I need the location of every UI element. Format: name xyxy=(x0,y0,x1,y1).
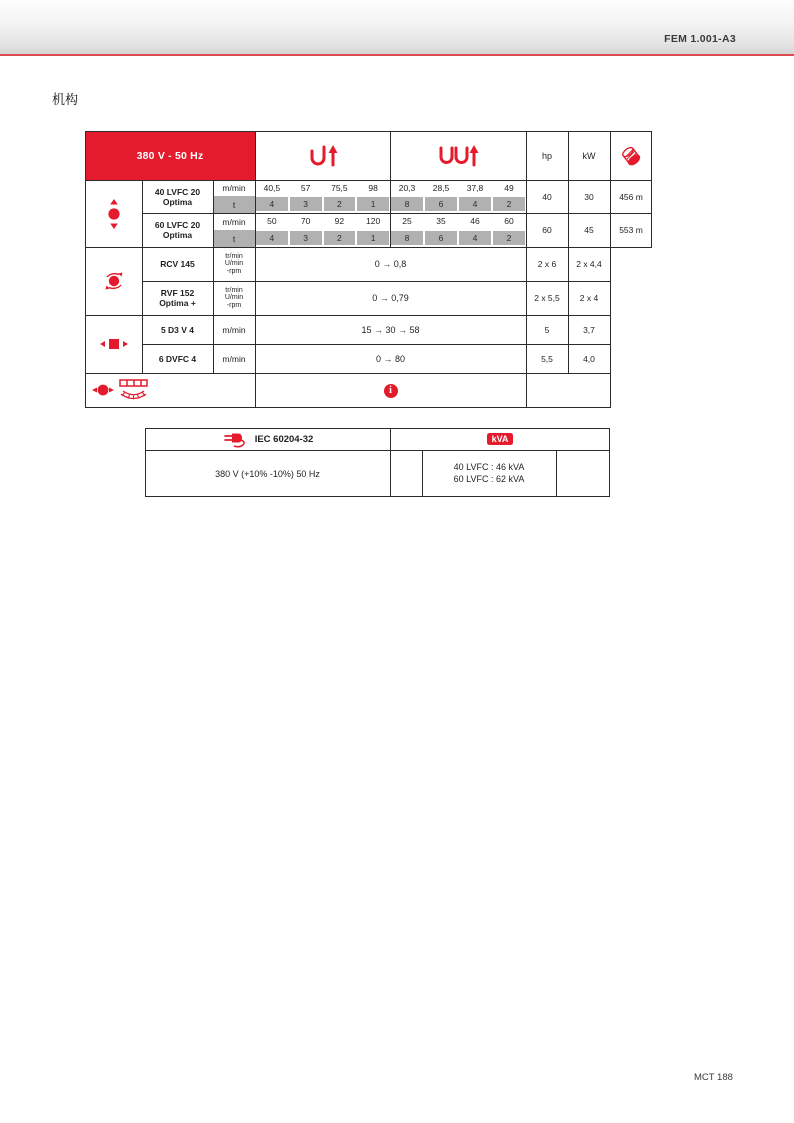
table-rule xyxy=(142,180,143,373)
model-rcv145 xyxy=(142,247,213,281)
plug-icon xyxy=(222,430,248,448)
speed-value: 70 xyxy=(300,216,311,226)
speed-value: 35 xyxy=(436,216,446,226)
mechanism-spec-table xyxy=(85,131,652,408)
hook-2fall-cell xyxy=(255,131,390,180)
table-rule xyxy=(142,213,652,214)
hp-header-cell: hp xyxy=(541,150,552,161)
speed-unit-cell: m/min xyxy=(222,324,246,335)
kw-value-cell: 3,7 xyxy=(583,324,595,335)
trolley-travel-icon xyxy=(100,338,128,350)
load-value: 3 xyxy=(290,231,322,245)
load-value: 4 xyxy=(459,231,491,245)
travel-section-cell xyxy=(85,315,142,373)
table-rule xyxy=(85,131,652,132)
table-rule xyxy=(390,131,391,247)
table-rule xyxy=(145,496,610,497)
kva-value-line: 40 LVFC : 46 kVA xyxy=(453,462,525,472)
kw-value-cell: 45 xyxy=(584,225,594,235)
supply-voltage-cell: 380 V (+10% -10%) 50 Hz xyxy=(215,468,320,479)
speed-value: 50 xyxy=(267,216,277,226)
load-value: 6 xyxy=(425,231,457,245)
table-rule xyxy=(145,428,146,497)
load-value: 3 xyxy=(290,197,322,211)
iec-standard-label: IEC 60204-32 xyxy=(254,433,314,445)
travel-range-cell: 0 → 80 xyxy=(375,353,406,364)
speeds-4fall-row xyxy=(390,213,526,230)
hook-2fall-up-icon xyxy=(307,143,339,169)
empty-cell xyxy=(390,450,422,497)
cable-length-cell: 553 m xyxy=(619,225,643,235)
unit-line: tr/min xyxy=(225,252,243,260)
hp-value-cell: 2 x 5,5 xyxy=(534,293,560,303)
load-value: 4 xyxy=(256,231,288,245)
table-rule xyxy=(651,131,652,247)
kva-value-line: 60 LVFC : 62 kVA xyxy=(453,473,525,484)
speed-value: 75,5 xyxy=(331,183,348,193)
iec-header-cell xyxy=(145,428,390,450)
model-line: RCV 145 xyxy=(160,259,195,269)
unit-line: -rpm xyxy=(226,301,242,309)
hp-value-cell: 5,5 xyxy=(541,353,553,364)
table-rule xyxy=(609,428,610,497)
speed-value: 57 xyxy=(300,183,311,193)
table-rule xyxy=(390,428,391,497)
footer-doc-code: MCT 188 xyxy=(694,1072,733,1083)
kw-header-cell: kW xyxy=(582,150,596,161)
speed-value: 46 xyxy=(470,216,480,226)
kw-value-cell: 4,0 xyxy=(583,353,595,364)
kva-badge: kVA xyxy=(487,433,514,445)
speed-value: 49 xyxy=(504,183,514,193)
load-value: 1 xyxy=(357,231,389,245)
table-rule xyxy=(85,131,86,408)
model-line: Optima xyxy=(162,230,193,240)
table-rule xyxy=(85,247,652,248)
speed-unit-cell: m/min xyxy=(222,353,246,364)
load-value: 4 xyxy=(459,197,491,211)
hook-4fall-cell xyxy=(390,131,526,180)
speed-value: 98 xyxy=(368,183,378,193)
speeds-2fall-row xyxy=(255,180,390,196)
loads-4fall-row xyxy=(390,196,526,213)
slew-section-cell xyxy=(85,247,142,315)
load-value: 8 xyxy=(391,231,423,245)
table-rule xyxy=(556,450,557,497)
speed-value: 92 xyxy=(334,216,345,226)
travel-range-cell: 15 → 30 → 58 xyxy=(361,324,420,335)
model-line: RVF 152 xyxy=(160,288,195,298)
speeds-4fall-row xyxy=(390,180,526,196)
hook-4fall-up-icon xyxy=(437,143,479,169)
load-value: 1 xyxy=(357,197,389,211)
table-rule xyxy=(85,373,610,374)
load-unit-cell: t xyxy=(213,196,255,213)
table-rule xyxy=(422,450,423,497)
loads-2fall-row xyxy=(255,196,390,213)
speed-value: 28,5 xyxy=(432,183,450,193)
speed-value: 20,3 xyxy=(398,183,416,193)
table-rule xyxy=(526,131,527,408)
load-value: 2 xyxy=(324,197,356,211)
section-title: 机构 xyxy=(52,92,79,107)
model-line: 40 LVFC 20 xyxy=(154,186,201,197)
loads-4fall-row xyxy=(390,230,526,247)
rotation-range-cell: 0 → 0,79 xyxy=(372,293,409,303)
load-unit-cell: t xyxy=(213,230,255,247)
unit-line: tr/min xyxy=(225,286,243,294)
empty-cell xyxy=(556,450,610,497)
table-rule xyxy=(145,450,610,451)
model-line: 60 LVFC 20 xyxy=(154,220,201,230)
speed-value: 40,5 xyxy=(263,183,281,193)
table-rule xyxy=(568,131,569,373)
model-rvf152 xyxy=(142,281,213,315)
load-value: 2 xyxy=(493,197,525,211)
hp-value-cell: 60 xyxy=(542,225,552,235)
page-header-banner xyxy=(0,0,794,56)
speed-unit-cell: m/min xyxy=(222,216,246,227)
kva-values-cell xyxy=(422,450,556,497)
kw-value-cell: 2 x 4,4 xyxy=(576,259,602,269)
cable-header-cell xyxy=(610,131,652,180)
load-value: 6 xyxy=(425,197,457,211)
model-5d3v4: 5 D3 V 4 xyxy=(160,324,195,335)
hp-value-cell: 40 xyxy=(542,191,552,202)
power-supply-table xyxy=(145,428,610,497)
unit-line: U/min xyxy=(224,260,244,268)
hoist-section-cell xyxy=(85,180,142,247)
info-icon: i xyxy=(384,384,398,398)
table-rule xyxy=(85,315,610,316)
load-value: 2 xyxy=(324,231,356,245)
kva-header-cell xyxy=(390,428,610,450)
unit-line: -rpm xyxy=(226,267,242,275)
empty-cell xyxy=(526,373,610,408)
load-value: 2 xyxy=(493,231,525,245)
table-rule xyxy=(85,407,610,408)
travel-track-icon xyxy=(91,377,153,405)
model-60lvfc20 xyxy=(142,213,213,247)
hp-value-cell: 5 xyxy=(544,324,550,335)
model-40lvfc20 xyxy=(142,180,213,213)
unit-line: U/min xyxy=(224,294,244,302)
cable-reel-icon xyxy=(619,144,643,168)
speeds-2fall-row xyxy=(255,213,390,230)
speed-unit-cell: m/min xyxy=(222,183,246,193)
load-value: 4 xyxy=(256,197,288,211)
loads-2fall-row xyxy=(255,230,390,247)
kw-value-cell: 30 xyxy=(584,191,594,202)
hoist-up-down-icon xyxy=(107,199,121,229)
cable-length-cell: 456 m xyxy=(619,191,643,202)
hp-value-cell: 2 x 6 xyxy=(537,259,557,269)
rotation-unit-cell xyxy=(213,281,255,315)
table-rule xyxy=(610,131,611,408)
load-value: 8 xyxy=(391,197,423,211)
model-line: Optima xyxy=(162,196,193,207)
rotation-icon xyxy=(103,270,125,292)
long-travel-section-cell xyxy=(85,373,255,408)
rotation-unit-cell xyxy=(213,247,255,281)
table-rule xyxy=(255,131,256,408)
speed-value: 37,8 xyxy=(466,183,484,193)
speed-value: 120 xyxy=(366,216,381,226)
kw-value-cell: 2 x 4 xyxy=(579,293,599,303)
table-rule xyxy=(85,180,652,181)
table-rule xyxy=(145,428,610,429)
speed-value: 60 xyxy=(504,216,514,226)
info-cell xyxy=(255,373,526,408)
table-rule xyxy=(213,180,214,373)
rotation-range-cell: 0 → 0,8 xyxy=(374,259,407,269)
speed-value: 25 xyxy=(402,216,412,226)
voltage-header-cell: 380 V - 50 Hz xyxy=(85,131,255,180)
model-line: Optima + xyxy=(159,298,196,308)
header-doc-code: FEM 1.001-A3 xyxy=(664,33,736,45)
model-6dvfc4: 6 DVFC 4 xyxy=(158,353,197,364)
